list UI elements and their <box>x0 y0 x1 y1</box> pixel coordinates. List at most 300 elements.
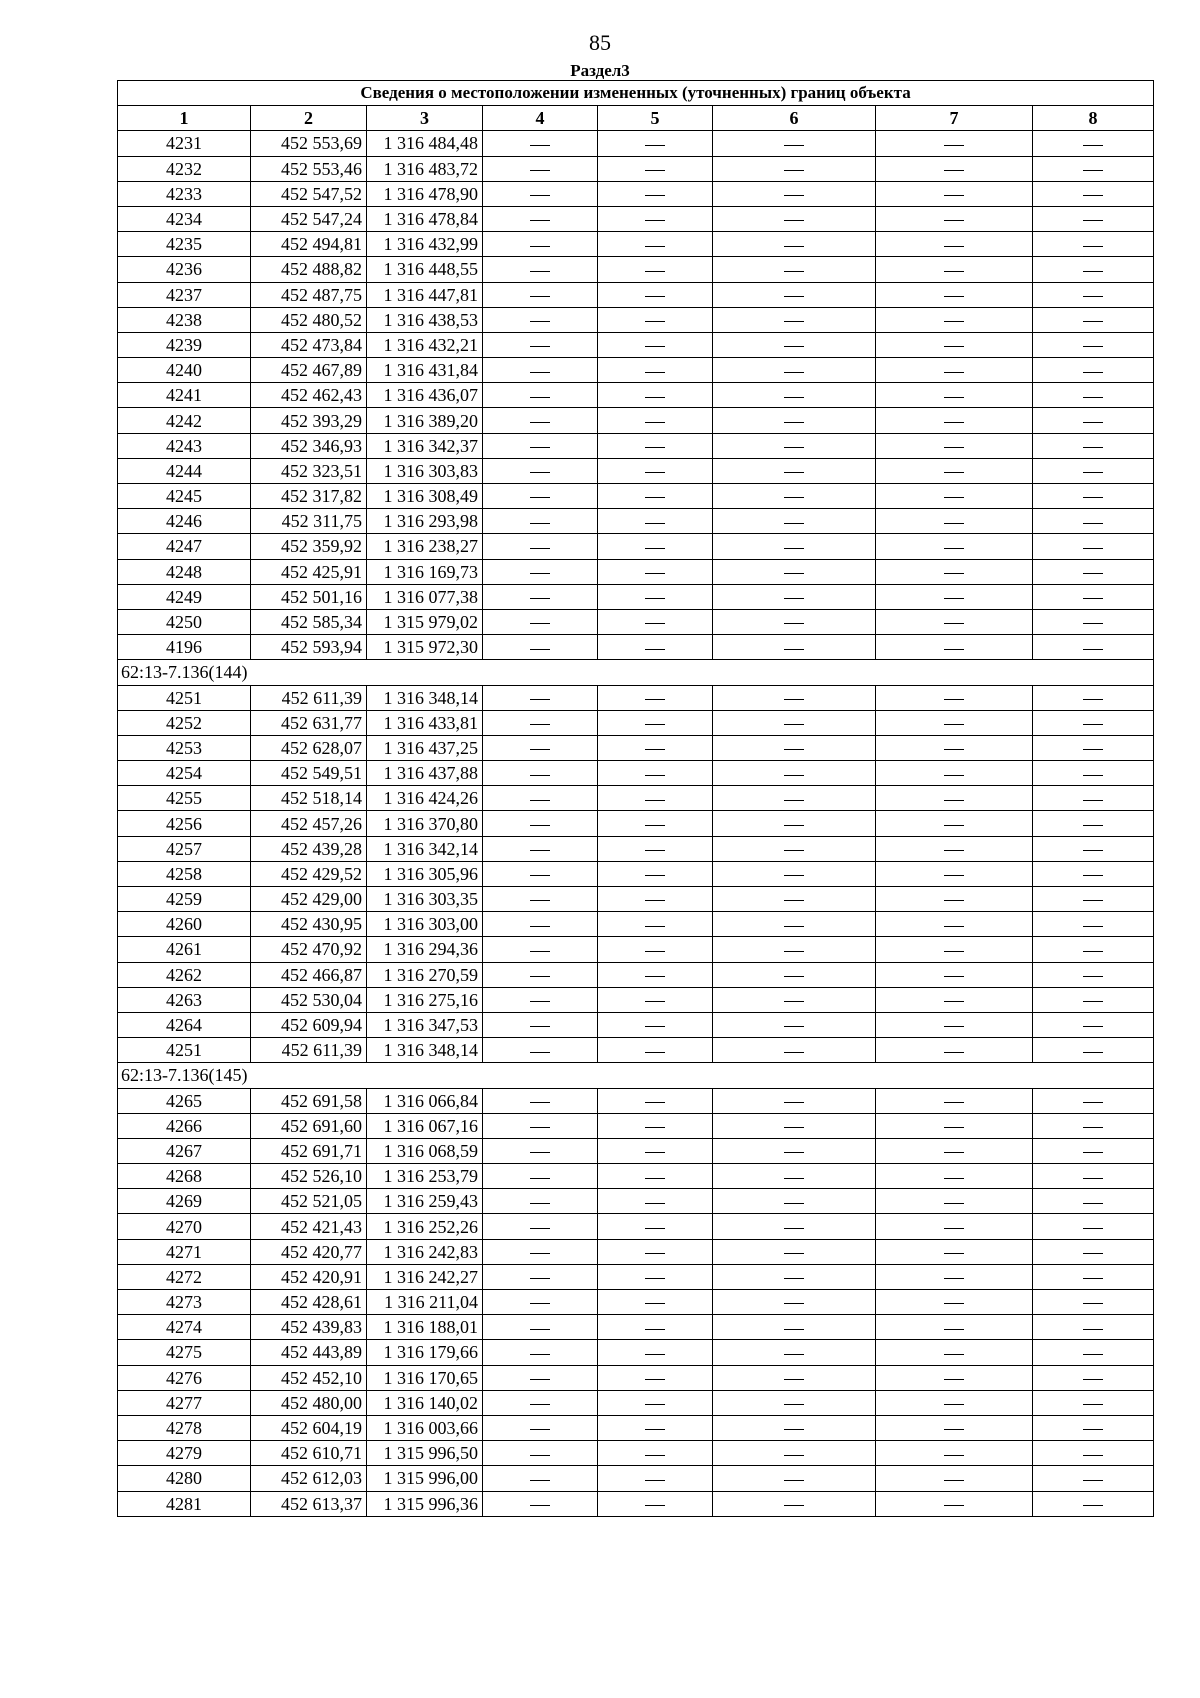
empty-cell <box>483 332 598 357</box>
dash-mark <box>530 1505 550 1506</box>
empty-cell <box>483 232 598 257</box>
point-number: 4245 <box>118 484 251 509</box>
empty-cell <box>1033 1466 1154 1491</box>
dash-mark <box>784 296 804 297</box>
dash-mark <box>645 346 665 347</box>
coordinate-x: 452 691,71 <box>251 1138 367 1163</box>
table-row <box>118 358 1154 383</box>
empty-cell <box>876 282 1033 307</box>
empty-cell <box>713 232 876 257</box>
empty-cell <box>483 1239 598 1264</box>
empty-cell <box>713 1264 876 1289</box>
empty-cell <box>876 1189 1033 1214</box>
coordinate-y: 1 316 293,98 <box>367 509 483 534</box>
point-number: 4257 <box>118 836 251 861</box>
dash-mark <box>1083 1026 1103 1027</box>
empty-cell <box>1033 786 1154 811</box>
dash-mark <box>645 850 665 851</box>
dash-mark <box>784 372 804 373</box>
empty-cell <box>876 1088 1033 1113</box>
empty-cell <box>713 383 876 408</box>
point-number: 4259 <box>118 887 251 912</box>
dash-mark <box>1083 246 1103 247</box>
dash-mark <box>1083 346 1103 347</box>
point-number: 4251 <box>118 685 251 710</box>
empty-cell <box>483 761 598 786</box>
coordinate-x: 452 443,89 <box>251 1340 367 1365</box>
empty-cell <box>483 408 598 433</box>
empty-cell <box>598 786 713 811</box>
dash-mark <box>530 472 550 473</box>
empty-cell <box>1033 156 1154 181</box>
empty-cell <box>483 584 598 609</box>
dash-mark <box>1083 1480 1103 1481</box>
table-row <box>118 1441 1154 1466</box>
dash-mark <box>645 1429 665 1430</box>
dash-mark <box>944 1303 964 1304</box>
dash-mark <box>784 548 804 549</box>
coordinate-y: 1 316 447,81 <box>367 282 483 307</box>
point-number: 4248 <box>118 559 251 584</box>
empty-cell <box>598 1390 713 1415</box>
empty-cell <box>713 534 876 559</box>
dash-mark <box>944 1178 964 1179</box>
coordinate-x: 452 359,92 <box>251 534 367 559</box>
dash-mark <box>530 900 550 901</box>
empty-cell <box>483 509 598 534</box>
point-number: 4267 <box>118 1138 251 1163</box>
empty-cell <box>483 559 598 584</box>
empty-cell <box>876 1491 1033 1516</box>
empty-cell <box>598 1088 713 1113</box>
empty-cell <box>598 181 713 206</box>
dash-mark <box>530 1152 550 1153</box>
point-number: 4258 <box>118 861 251 886</box>
empty-cell <box>713 484 876 509</box>
coordinate-x: 452 311,75 <box>251 509 367 534</box>
column-header: 4 <box>483 106 598 131</box>
dash-mark <box>1083 1278 1103 1279</box>
dash-mark <box>530 1379 550 1380</box>
empty-cell <box>598 1466 713 1491</box>
empty-cell <box>1033 710 1154 735</box>
coordinate-x: 452 470,92 <box>251 937 367 962</box>
empty-cell <box>483 811 598 836</box>
coordinate-y: 1 316 242,83 <box>367 1239 483 1264</box>
empty-cell <box>876 1012 1033 1037</box>
coordinate-x: 452 488,82 <box>251 257 367 282</box>
empty-cell <box>876 509 1033 534</box>
dash-mark <box>530 497 550 498</box>
empty-cell <box>483 836 598 861</box>
coordinate-x: 452 439,28 <box>251 836 367 861</box>
empty-cell <box>598 1365 713 1390</box>
dash-mark <box>645 1455 665 1456</box>
coordinate-x: 452 691,60 <box>251 1113 367 1138</box>
dash-mark <box>1083 1404 1103 1405</box>
dash-mark <box>530 195 550 196</box>
empty-cell <box>598 962 713 987</box>
empty-cell <box>598 1138 713 1163</box>
empty-cell <box>598 1239 713 1264</box>
table-row <box>118 1340 1154 1365</box>
dash-mark <box>1083 145 1103 146</box>
empty-cell <box>483 1138 598 1163</box>
empty-cell <box>483 1038 598 1063</box>
empty-cell <box>1033 1441 1154 1466</box>
empty-cell <box>1033 307 1154 332</box>
dash-mark <box>784 749 804 750</box>
empty-cell <box>876 1365 1033 1390</box>
dash-mark <box>530 800 550 801</box>
point-number: 4234 <box>118 206 251 231</box>
coordinate-x: 452 631,77 <box>251 710 367 735</box>
dash-mark <box>944 372 964 373</box>
empty-cell <box>876 1113 1033 1138</box>
column-header: 8 <box>1033 106 1154 131</box>
point-number: 4265 <box>118 1088 251 1113</box>
dash-mark <box>645 548 665 549</box>
dash-mark <box>1083 548 1103 549</box>
dash-mark <box>944 397 964 398</box>
empty-cell <box>1033 1038 1154 1063</box>
dash-mark <box>944 1052 964 1053</box>
table-row <box>118 1264 1154 1289</box>
dash-mark <box>645 1505 665 1506</box>
empty-cell <box>483 1164 598 1189</box>
point-number: 4250 <box>118 609 251 634</box>
dash-mark <box>1083 372 1103 373</box>
dash-mark <box>944 1455 964 1456</box>
coordinate-x: 452 430,95 <box>251 912 367 937</box>
empty-cell <box>483 534 598 559</box>
coordinate-y: 1 316 342,14 <box>367 836 483 861</box>
column-header: 3 <box>367 106 483 131</box>
dash-mark <box>1083 976 1103 977</box>
empty-cell <box>483 1390 598 1415</box>
dash-mark <box>1083 800 1103 801</box>
empty-cell <box>598 1113 713 1138</box>
empty-cell <box>598 1491 713 1516</box>
dash-mark <box>530 1278 550 1279</box>
dash-mark <box>645 649 665 650</box>
empty-cell <box>598 307 713 332</box>
point-number: 4231 <box>118 131 251 156</box>
empty-cell <box>713 1038 876 1063</box>
empty-cell <box>876 433 1033 458</box>
point-number: 4241 <box>118 383 251 408</box>
dash-mark <box>645 145 665 146</box>
empty-cell <box>876 383 1033 408</box>
dash-mark <box>944 321 964 322</box>
coordinate-y: 1 316 259,43 <box>367 1189 483 1214</box>
dash-mark <box>784 1203 804 1204</box>
coordinate-y: 1 316 438,53 <box>367 307 483 332</box>
dash-mark <box>944 422 964 423</box>
table-row <box>118 1415 1154 1440</box>
dash-mark <box>530 598 550 599</box>
point-number: 4235 <box>118 232 251 257</box>
coordinate-x: 452 480,00 <box>251 1390 367 1415</box>
dash-mark <box>944 346 964 347</box>
coordinate-y: 1 316 242,27 <box>367 1264 483 1289</box>
dash-mark <box>530 246 550 247</box>
empty-cell <box>598 811 713 836</box>
empty-cell <box>876 1315 1033 1340</box>
empty-cell <box>876 1340 1033 1365</box>
empty-cell <box>713 761 876 786</box>
table-row <box>118 307 1154 332</box>
dash-mark <box>1083 422 1103 423</box>
coordinate-y: 1 316 348,14 <box>367 685 483 710</box>
coordinate-y: 1 316 188,01 <box>367 1315 483 1340</box>
coordinate-y: 1 316 252,26 <box>367 1214 483 1239</box>
empty-cell <box>713 937 876 962</box>
dash-mark <box>530 321 550 322</box>
empty-cell <box>1033 383 1154 408</box>
dash-mark <box>530 1228 550 1229</box>
empty-cell <box>483 710 598 735</box>
empty-cell <box>483 1214 598 1239</box>
dash-mark <box>784 598 804 599</box>
empty-cell <box>713 710 876 735</box>
coordinate-x: 452 420,91 <box>251 1264 367 1289</box>
coordinate-x: 452 462,43 <box>251 383 367 408</box>
dash-mark <box>645 1480 665 1481</box>
empty-cell <box>1033 509 1154 534</box>
empty-cell <box>1033 282 1154 307</box>
point-number: 4261 <box>118 937 251 962</box>
empty-cell <box>1033 206 1154 231</box>
dash-mark <box>784 472 804 473</box>
coordinate-y: 1 316 448,55 <box>367 257 483 282</box>
dash-mark <box>944 145 964 146</box>
empty-cell <box>1033 332 1154 357</box>
dash-mark <box>645 271 665 272</box>
table-row <box>118 156 1154 181</box>
dash-mark <box>784 699 804 700</box>
dash-mark <box>645 523 665 524</box>
empty-cell <box>483 685 598 710</box>
empty-cell <box>876 962 1033 987</box>
dash-mark <box>784 447 804 448</box>
empty-cell <box>876 1138 1033 1163</box>
dash-mark <box>1083 321 1103 322</box>
empty-cell <box>1033 1365 1154 1390</box>
dash-mark <box>645 573 665 574</box>
dash-mark <box>784 422 804 423</box>
dash-mark <box>944 1228 964 1229</box>
coordinate-y: 1 316 478,90 <box>367 181 483 206</box>
coordinate-y: 1 316 179,66 <box>367 1340 483 1365</box>
dash-mark <box>784 623 804 624</box>
point-number: 4253 <box>118 735 251 760</box>
table-row <box>118 584 1154 609</box>
empty-cell <box>598 685 713 710</box>
coordinate-y: 1 316 275,16 <box>367 987 483 1012</box>
dash-mark <box>530 1404 550 1405</box>
coordinate-x: 452 393,29 <box>251 408 367 433</box>
table-row <box>118 1491 1154 1516</box>
empty-cell <box>876 458 1033 483</box>
table-row <box>118 861 1154 886</box>
dash-mark <box>784 1455 804 1456</box>
coordinate-y: 1 316 067,16 <box>367 1113 483 1138</box>
point-number: 4252 <box>118 710 251 735</box>
empty-cell <box>876 1038 1033 1063</box>
dash-mark <box>530 1203 550 1204</box>
coordinate-x: 452 611,39 <box>251 1038 367 1063</box>
dash-mark <box>944 775 964 776</box>
empty-cell <box>598 836 713 861</box>
coordinate-y: 1 316 478,84 <box>367 206 483 231</box>
dash-mark <box>784 1379 804 1380</box>
dash-mark <box>1083 1052 1103 1053</box>
point-number: 4274 <box>118 1315 251 1340</box>
empty-cell <box>1033 534 1154 559</box>
dash-mark <box>645 195 665 196</box>
dash-mark <box>1083 573 1103 574</box>
dash-mark <box>784 875 804 876</box>
dash-mark <box>944 900 964 901</box>
empty-cell <box>1033 836 1154 861</box>
empty-cell <box>1033 458 1154 483</box>
dash-mark <box>944 1152 964 1153</box>
dash-mark <box>944 875 964 876</box>
table-row <box>118 282 1154 307</box>
empty-cell <box>483 358 598 383</box>
empty-cell <box>598 987 713 1012</box>
empty-cell <box>713 1340 876 1365</box>
empty-cell <box>876 987 1033 1012</box>
table-row <box>118 609 1154 634</box>
coordinate-x: 452 420,77 <box>251 1239 367 1264</box>
dash-mark <box>530 1329 550 1330</box>
dash-mark <box>530 749 550 750</box>
dash-mark <box>784 775 804 776</box>
dash-mark <box>530 976 550 977</box>
empty-cell <box>713 358 876 383</box>
empty-cell <box>1033 887 1154 912</box>
point-number: 4275 <box>118 1340 251 1365</box>
empty-cell <box>598 282 713 307</box>
dash-mark <box>645 976 665 977</box>
dash-mark <box>645 472 665 473</box>
empty-cell <box>483 635 598 660</box>
coordinate-y: 1 316 305,96 <box>367 861 483 886</box>
dash-mark <box>530 775 550 776</box>
coordinate-y: 1 316 303,83 <box>367 458 483 483</box>
coordinate-x: 452 429,52 <box>251 861 367 886</box>
dash-mark <box>944 598 964 599</box>
page-number: 85 <box>589 30 611 55</box>
dash-mark <box>530 1102 550 1103</box>
coordinate-x: 452 553,69 <box>251 131 367 156</box>
table-row <box>118 232 1154 257</box>
table-row <box>118 206 1154 231</box>
empty-cell <box>1033 484 1154 509</box>
empty-cell <box>1033 1264 1154 1289</box>
empty-cell <box>483 206 598 231</box>
dash-mark <box>645 397 665 398</box>
empty-cell <box>876 836 1033 861</box>
coordinate-x: 452 691,58 <box>251 1088 367 1113</box>
dash-mark <box>645 1303 665 1304</box>
coordinate-x: 452 452,10 <box>251 1365 367 1390</box>
empty-cell <box>598 509 713 534</box>
dash-mark <box>944 1278 964 1279</box>
coordinate-y: 1 316 483,72 <box>367 156 483 181</box>
dash-mark <box>1083 825 1103 826</box>
coordinate-y: 1 315 996,00 <box>367 1466 483 1491</box>
dash-mark <box>530 850 550 851</box>
dash-mark <box>944 749 964 750</box>
empty-cell <box>876 1466 1033 1491</box>
table-caption: Сведения о местоположении измененных (уточненных) границ объекта <box>118 81 1154 106</box>
dash-mark <box>784 523 804 524</box>
dash-mark <box>784 271 804 272</box>
empty-cell <box>483 1415 598 1440</box>
dash-mark <box>645 800 665 801</box>
empty-cell <box>713 685 876 710</box>
dash-mark <box>1083 523 1103 524</box>
dash-mark <box>645 1052 665 1053</box>
dash-mark <box>1083 1455 1103 1456</box>
empty-cell <box>876 131 1033 156</box>
empty-cell <box>483 484 598 509</box>
coordinate-x: 452 487,75 <box>251 282 367 307</box>
dash-mark <box>944 926 964 927</box>
empty-cell <box>1033 1088 1154 1113</box>
empty-cell <box>483 458 598 483</box>
table-row <box>118 484 1154 509</box>
dash-mark <box>645 1102 665 1103</box>
coordinate-x: 452 494,81 <box>251 232 367 257</box>
coordinate-x: 452 585,34 <box>251 609 367 634</box>
coordinate-y: 1 315 996,36 <box>367 1491 483 1516</box>
empty-cell <box>483 282 598 307</box>
empty-cell <box>876 358 1033 383</box>
dash-mark <box>944 472 964 473</box>
table-row <box>118 710 1154 735</box>
dash-mark <box>1083 271 1103 272</box>
empty-cell <box>1033 1012 1154 1037</box>
dash-mark <box>530 372 550 373</box>
empty-cell <box>483 156 598 181</box>
empty-cell <box>876 761 1033 786</box>
coordinate-y: 1 316 170,65 <box>367 1365 483 1390</box>
empty-cell <box>1033 181 1154 206</box>
dash-mark <box>784 397 804 398</box>
point-number: 4237 <box>118 282 251 307</box>
coordinate-x: 452 518,14 <box>251 786 367 811</box>
dash-mark <box>944 220 964 221</box>
empty-cell <box>598 257 713 282</box>
coordinate-y: 1 316 303,35 <box>367 887 483 912</box>
coordinate-x: 452 553,46 <box>251 156 367 181</box>
empty-cell <box>876 307 1033 332</box>
dash-mark <box>1083 749 1103 750</box>
empty-cell <box>713 131 876 156</box>
dash-mark <box>944 1203 964 1204</box>
dash-mark <box>530 1026 550 1027</box>
coordinate-y: 1 316 424,26 <box>367 786 483 811</box>
empty-cell <box>483 383 598 408</box>
dash-mark <box>1083 1228 1103 1229</box>
empty-cell <box>713 1012 876 1037</box>
dash-mark <box>784 1228 804 1229</box>
dash-mark <box>784 976 804 977</box>
